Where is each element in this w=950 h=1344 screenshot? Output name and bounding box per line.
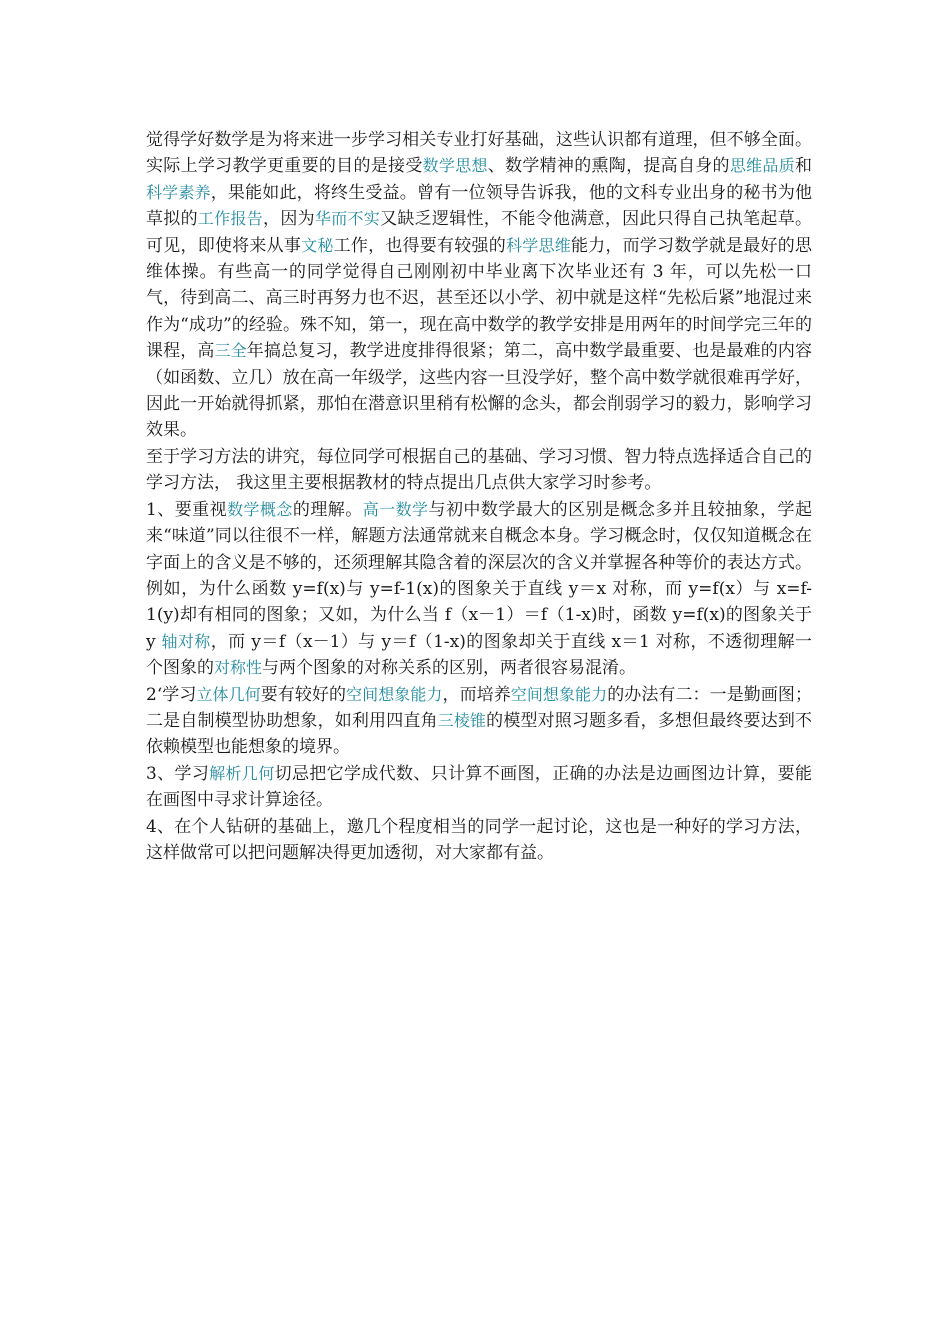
body-text: ，因为 bbox=[263, 209, 315, 230]
keyword-link[interactable]: 文秘 bbox=[301, 235, 334, 255]
keyword-link[interactable]: 思维品质 bbox=[729, 156, 795, 176]
keyword-link[interactable]: 空间想象能力 bbox=[346, 684, 443, 704]
keyword-link[interactable]: 三全 bbox=[214, 341, 247, 361]
body-text: 的办法有二：一是勤画图；二是自制模型协助想象，如利用四直角 bbox=[146, 684, 812, 731]
paragraph-point-2 bbox=[146, 682, 812, 761]
keyword-link[interactable]: 立体几何 bbox=[196, 684, 261, 704]
keyword-link[interactable]: 空间想象能力 bbox=[510, 684, 608, 704]
body-text: 1、要重视 bbox=[146, 499, 228, 520]
body-text: 能力，而学习数学就是最好的思维体操。有些高一的同学觉得自己刚刚初中毕业离下次毕业还有 3 年，可以先松一口气，待到高二、高三时再努力也不迟，甚至还以小学、初中就是这样“先松后紧”地混过来作为“成功”的经验。殊不知，第一，现在高中数学的教学安排是用两年的时间学完三年的课程，高 bbox=[146, 235, 813, 362]
body-text: 工作，也得要有较强的 bbox=[333, 235, 506, 256]
body-text: 3、学习 bbox=[146, 763, 210, 784]
body-text: 与两个图象的对称关系的区别，两者很容易混淆。 bbox=[262, 658, 637, 679]
keyword-link[interactable]: 数学思想 bbox=[422, 156, 488, 176]
body-text: 年搞总复习，教学进度排得很紧；第二，高中数学最重要、也是最难的内容（如函数、立几）放在高一年级学，这些内容一旦没学好，整个高中数学就很难再学好，因此一开始就得抓紧，那怕在潜意识里稍有松懈的念头，都会削弱学习的毅力，影响学习效果。 bbox=[146, 341, 812, 441]
keyword-link[interactable]: 科学素养 bbox=[146, 182, 211, 202]
body-text: ，而培养 bbox=[442, 684, 511, 705]
body-text: 与初中数学最大的区别是概念多并且较抽象，学起来“味道”同以往很不一样，解题方法通常就来自概念本身。学习概念时，仅仅知道概念在字面上的含义是不够的，还须理解其隐含着的深层次的含义并掌握各种等价的表达方式。例如，为什么函数 y=f(x)与 y=f-1(x)的图象关于直线 y＝x 对称，而 y=f(x）与 x=f-1(y)却有相同的图象；又如，为什么当 f（x－1）＝f（1-x)时，函数 y=f(x)的图象关于 y bbox=[146, 499, 812, 652]
keyword-link[interactable]: 华而不实 bbox=[314, 209, 381, 229]
paragraph-point-1 bbox=[146, 497, 812, 682]
paragraph-point-3 bbox=[146, 761, 812, 814]
keyword-link[interactable]: 对称性 bbox=[214, 658, 263, 678]
body-text: 的理解。 bbox=[292, 499, 363, 520]
keyword-link[interactable]: 三棱锥 bbox=[437, 710, 487, 730]
body-text: ，而 y＝f（x－1）与 y＝f（1-x)的图象却关于直线 x＝1 对称，不透彻理解一个图象的 bbox=[146, 631, 812, 679]
body-text: 又缺乏逻辑性，不能令他满意，因此只得自己执笔起草。可见，即使将来从事 bbox=[146, 209, 812, 256]
paragraph-intro bbox=[146, 127, 812, 444]
body-text: 觉得学好数学是为将来进一步学习相关专业打好基础，这些认识都有道理，但不够全面。实际上学习教学更重要的目的是接受 bbox=[146, 130, 812, 177]
keyword-link[interactable]: 高一数学 bbox=[362, 499, 429, 519]
keyword-link[interactable]: 数学概念 bbox=[227, 499, 293, 519]
body-text: 的模型对照习题多看，多想但最终要达到不依赖模型也能想象的境界。 bbox=[146, 710, 813, 758]
paragraph-point-4 bbox=[146, 814, 812, 867]
body-text: 和 bbox=[794, 156, 812, 177]
keyword-link[interactable]: 解析几何 bbox=[209, 763, 275, 783]
body-text: 4、在个人钻研的基础上，邀几个程度相当的同学一起讨论，这也是一种好的学习方法，这样做常可以把问题解决得更加透彻，对大家都有益。 bbox=[146, 816, 812, 863]
document-body bbox=[146, 127, 812, 866]
body-text: 要有较好的 bbox=[260, 684, 347, 705]
body-text: 、数学精神的熏陶，提高自身的 bbox=[487, 156, 730, 177]
body-text: 至于学习方法的讲究，每位同学可根据自己的基础、学习习惯、智力特点选择适合自己的学习方法， 我这里主要根据教材的特点提出几点供大家学习时参考。 bbox=[146, 446, 812, 494]
keyword-link[interactable]: 科学思维 bbox=[505, 235, 571, 255]
body-text: ，果能如此，将终生受益。曾有一位领导告诉我，他的文科专业出身的秘书为他草拟的 bbox=[146, 182, 812, 230]
paragraph-method-intro bbox=[146, 444, 812, 497]
body-text: 2‘学习 bbox=[146, 684, 197, 705]
keyword-link[interactable]: 轴对称 bbox=[161, 631, 211, 651]
keyword-link[interactable]: 工作报告 bbox=[197, 209, 264, 229]
body-text: 切忌把它学成代数、只计算不画图，正确的办法是边画图边计算，要能在画图中寻求计算途径。 bbox=[146, 763, 812, 811]
